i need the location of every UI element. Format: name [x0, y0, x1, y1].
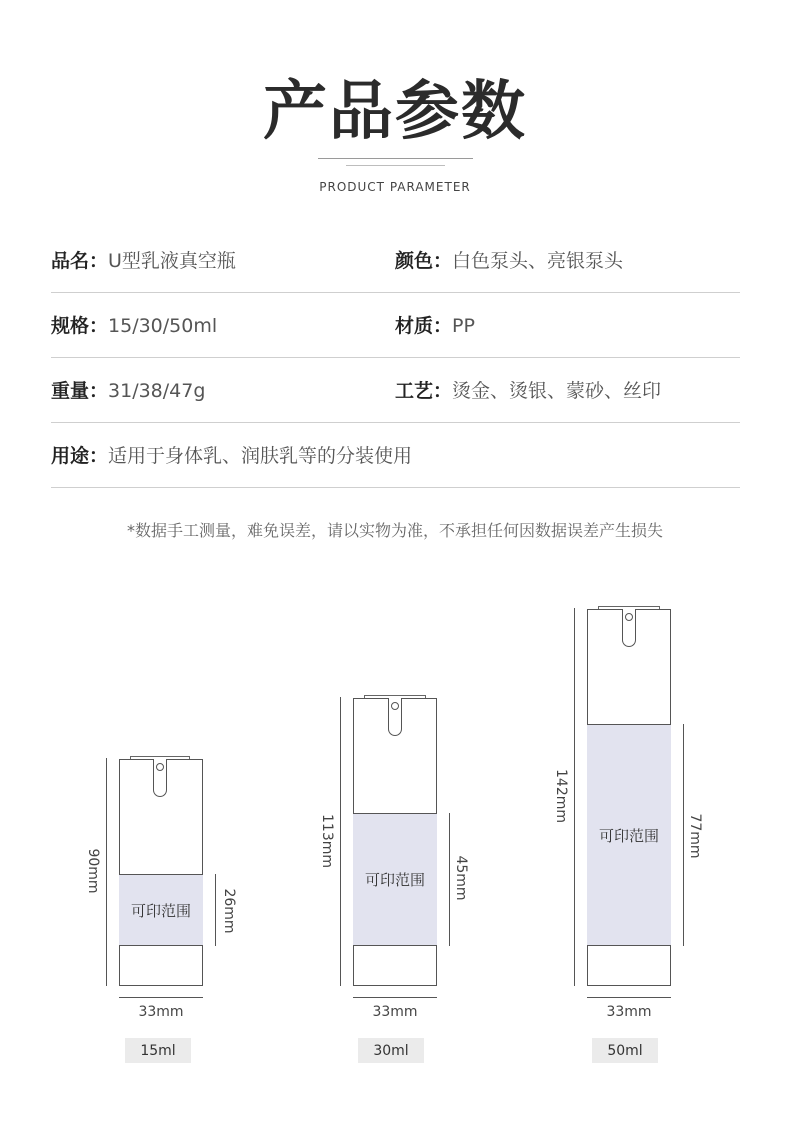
param-craft-label: 工艺：: [395, 380, 453, 402]
print-dimension-line: [449, 813, 450, 946]
print-area: 可印范围: [119, 874, 203, 946]
capacity-badge: 30ml: [358, 1038, 424, 1063]
row-divider: [51, 487, 740, 488]
param-craft: [395, 378, 661, 404]
param-usage-label: 用途：: [51, 445, 109, 467]
param-weight-value: 31/38/47g: [108, 380, 206, 402]
param-row-3: [51, 358, 740, 423]
param-usage: [51, 443, 412, 469]
height-dimension-label: 142mm: [553, 769, 569, 823]
param-material-value: PP: [452, 315, 475, 337]
print-dimension-label: 45mm: [453, 855, 469, 901]
width-dimension-label: 33mm: [372, 1004, 418, 1020]
width-dimension-line: [119, 997, 203, 998]
height-dimension-label: 113mm: [319, 814, 335, 868]
param-material-label: 材质：: [395, 315, 453, 337]
height-dimension-line: [340, 697, 341, 986]
param-color-value: 白色泵头、亮银泵头: [452, 250, 624, 272]
height-dimension-line: [106, 758, 107, 986]
title-divider-top: [318, 158, 473, 159]
param-craft-value: 烫金、烫银、蒙砂、丝印: [452, 380, 662, 402]
print-area: 可印范围: [353, 813, 437, 946]
capacity-badge: 50ml: [592, 1038, 658, 1063]
width-dimension-label: 33mm: [606, 1004, 652, 1020]
param-material: [395, 313, 475, 339]
width-dimension-label: 33mm: [138, 1004, 184, 1020]
param-color-label: 颜色：: [395, 250, 453, 272]
param-name: [51, 248, 236, 274]
pump-hole: [391, 702, 399, 710]
print-dimension-label: 77mm: [687, 813, 703, 859]
height-dimension-line: [574, 608, 575, 986]
title-divider-bottom: [346, 165, 445, 166]
param-row-4: [51, 423, 740, 488]
print-dimension-label: 26mm: [221, 888, 237, 934]
print-dimension-line: [215, 874, 216, 946]
param-name-label: 品名：: [51, 250, 109, 272]
param-row-1: [51, 228, 740, 293]
param-spec-label: 规格：: [51, 315, 109, 337]
page-subtitle: PRODUCT PARAMETER: [319, 180, 471, 194]
param-weight: [51, 378, 205, 404]
width-dimension-line: [587, 997, 671, 998]
param-spec-value: 15/30/50ml: [108, 315, 218, 337]
height-dimension-label: 90mm: [85, 848, 101, 894]
param-row-2: [51, 293, 740, 358]
width-dimension-line: [353, 997, 437, 998]
page-title: 产品参数: [263, 75, 527, 149]
param-usage-value: 适用于身体乳、润肤乳等的分装使用: [108, 445, 413, 467]
pump-hole: [156, 763, 164, 771]
param-name-value: U型乳液真空瓶: [108, 250, 236, 272]
param-spec: [51, 313, 217, 339]
print-area: 可印范围: [587, 724, 671, 946]
print-dimension-line: [683, 724, 684, 946]
param-weight-label: 重量：: [51, 380, 109, 402]
disclaimer-note: *数据手工测量，难免误差，请以实物为准，不承担任何因数据误差产生损失: [126, 521, 663, 540]
param-color: [395, 248, 623, 274]
capacity-badge: 15ml: [125, 1038, 191, 1063]
pump-hole: [625, 613, 633, 621]
